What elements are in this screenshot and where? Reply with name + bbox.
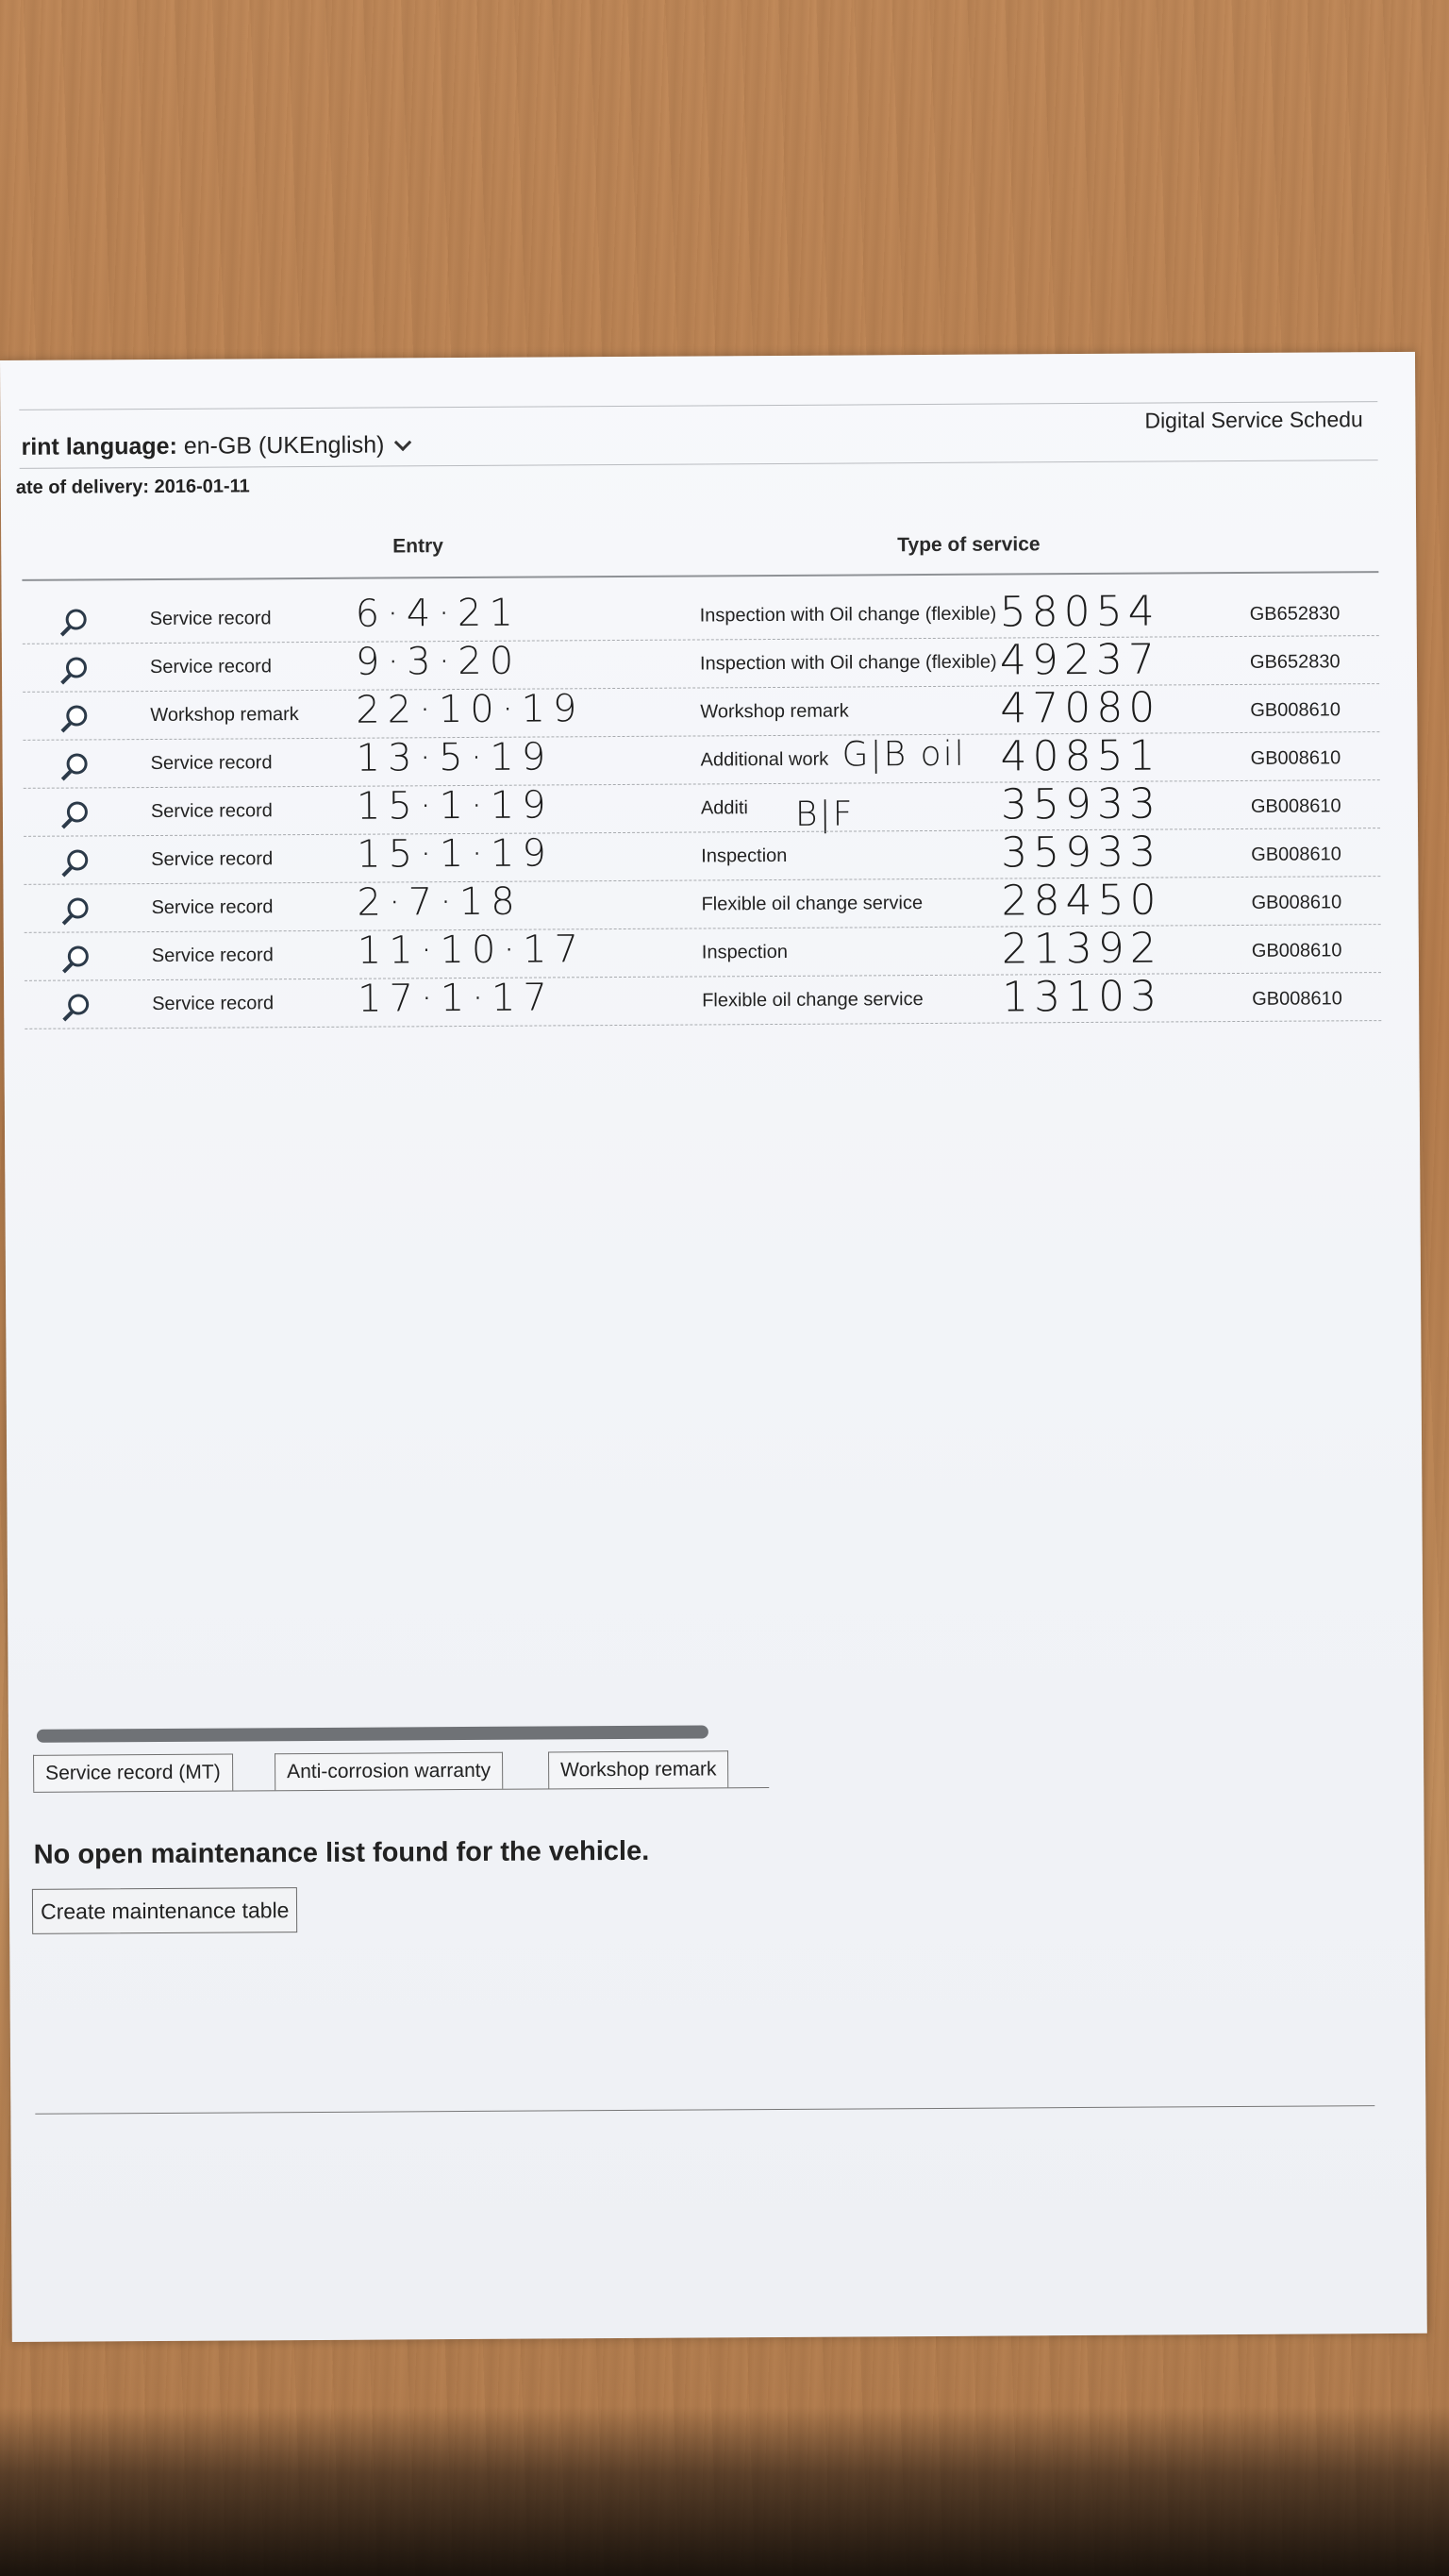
handwritten-mileage: 47080 bbox=[1000, 683, 1161, 733]
dealer-code: GB008610 bbox=[1251, 892, 1342, 913]
table-row[interactable] bbox=[2, 684, 1379, 741]
table-row[interactable] bbox=[2, 732, 1379, 789]
handwritten-mileage: 28450 bbox=[1001, 876, 1162, 926]
handwritten-date: 11·10·17 bbox=[357, 928, 587, 973]
table-row[interactable] bbox=[2, 636, 1379, 693]
service-type: Flexible oil change service bbox=[701, 893, 924, 915]
print-language[interactable] bbox=[21, 431, 408, 461]
handwritten-date: 13·5·19 bbox=[356, 735, 554, 780]
entry-kind: Service record bbox=[151, 945, 274, 967]
entry-kind: Service record bbox=[149, 608, 272, 630]
magnifier-icon[interactable] bbox=[58, 655, 87, 683]
tab-label: Anti-corrosion warranty bbox=[287, 1759, 491, 1783]
bottom-rule bbox=[35, 2105, 1374, 2115]
print-language-value: en-GB (UKEnglish) bbox=[183, 431, 385, 460]
handwritten-date: 15·1·19 bbox=[357, 831, 555, 877]
entry-kind: Service record bbox=[149, 656, 272, 678]
entry-kind: Service record bbox=[150, 752, 273, 775]
entry-kind: Service record bbox=[152, 993, 275, 1015]
magnifier-icon[interactable] bbox=[58, 703, 87, 731]
entry-kind: Service record bbox=[151, 848, 274, 871]
service-type: Workshop remark bbox=[700, 700, 849, 723]
dealer-code: GB008610 bbox=[1250, 699, 1341, 721]
table-row[interactable] bbox=[3, 828, 1380, 885]
tab-workshop-remark[interactable] bbox=[548, 1750, 729, 1788]
create-maintenance-table-button[interactable]: Create maintenance table bbox=[32, 1887, 298, 1934]
dealer-code: GB652830 bbox=[1249, 603, 1341, 625]
magnifier-icon[interactable] bbox=[59, 799, 88, 828]
document-title: Digital Service Schedu bbox=[1144, 407, 1363, 433]
handwritten-date: 2·7·18 bbox=[357, 879, 523, 925]
dealer-code: GB008610 bbox=[1251, 940, 1342, 962]
handwritten-mileage: 58054 bbox=[999, 587, 1160, 637]
tab-service-record-mt[interactable] bbox=[33, 1754, 233, 1792]
magnifier-icon[interactable] bbox=[60, 944, 89, 972]
handwritten-date: 15·1·19 bbox=[356, 783, 554, 828]
service-type: Additi bbox=[700, 797, 749, 819]
handwritten-note: B|F bbox=[794, 795, 855, 834]
scrollbar[interactable] bbox=[37, 1725, 708, 1742]
entry-kind: Service record bbox=[151, 896, 274, 919]
handwritten-date: 17·1·17 bbox=[358, 976, 555, 1021]
tab-label: Workshop remark bbox=[560, 1758, 717, 1781]
dealer-code: GB008610 bbox=[1251, 844, 1341, 865]
language-rule bbox=[20, 460, 1378, 469]
table-row[interactable] bbox=[4, 973, 1381, 1029]
table-shadow bbox=[0, 2406, 1449, 2576]
handwritten-date: 9·3·20 bbox=[355, 639, 522, 684]
dealer-code: GB652830 bbox=[1249, 651, 1341, 673]
handwritten-mileage: 35933 bbox=[1000, 779, 1162, 829]
service-type: Inspection with Oil change (flexible) bbox=[699, 603, 997, 627]
header-rule bbox=[22, 571, 1378, 581]
handwritten-mileage: 49237 bbox=[999, 635, 1161, 685]
table-row[interactable] bbox=[3, 780, 1380, 837]
service-type: Inspection bbox=[701, 941, 789, 963]
magnifier-icon[interactable] bbox=[58, 607, 87, 635]
entry-kind: Service record bbox=[150, 800, 273, 823]
entry-column-header: Entry bbox=[392, 535, 443, 558]
table-row[interactable] bbox=[4, 925, 1381, 981]
service-type: Additional work bbox=[700, 748, 829, 771]
handwritten-date: 22·10·19 bbox=[356, 687, 585, 732]
service-type: Flexible oil change service bbox=[702, 989, 924, 1012]
no-maintenance-message: No open maintenance list found for the vehicle. bbox=[33, 1835, 650, 1870]
tab-label: Service record (MT) bbox=[45, 1761, 221, 1784]
handwritten-mileage: 40851 bbox=[1000, 731, 1161, 781]
service-type: Inspection with Oil change (flexible) bbox=[699, 651, 997, 675]
table-row[interactable] bbox=[2, 588, 1379, 644]
dealer-code: GB008610 bbox=[1252, 988, 1342, 1010]
dealer-code: GB008610 bbox=[1250, 747, 1341, 769]
service-schedule-printout bbox=[0, 352, 1427, 2342]
dealer-code: GB008610 bbox=[1250, 795, 1341, 817]
handwritten-mileage: 21392 bbox=[1001, 924, 1162, 974]
handwritten-note: G|B oil bbox=[841, 734, 966, 775]
handwritten-mileage: 35933 bbox=[1001, 828, 1162, 878]
magnifier-icon[interactable] bbox=[60, 992, 89, 1020]
handwritten-date: 6·4·21 bbox=[355, 591, 522, 636]
magnifier-icon[interactable] bbox=[59, 847, 88, 876]
tab-anti-corrosion-warranty[interactable] bbox=[275, 1752, 503, 1790]
handwritten-mileage: 13103 bbox=[1001, 972, 1163, 1022]
magnifier-icon[interactable] bbox=[59, 751, 88, 779]
delivery-date: ate of delivery: 2016-01-11 bbox=[15, 476, 250, 498]
chevron-down-icon bbox=[394, 434, 411, 451]
type-of-service-column-header: Type of service bbox=[897, 533, 1041, 557]
print-language-label: rint language: bbox=[21, 432, 177, 460]
magnifier-icon[interactable] bbox=[59, 895, 88, 924]
table-row[interactable] bbox=[3, 877, 1380, 933]
entry-kind: Workshop remark bbox=[150, 704, 299, 727]
service-type: Inspection bbox=[701, 845, 788, 867]
row-divider bbox=[25, 1020, 1381, 1029]
